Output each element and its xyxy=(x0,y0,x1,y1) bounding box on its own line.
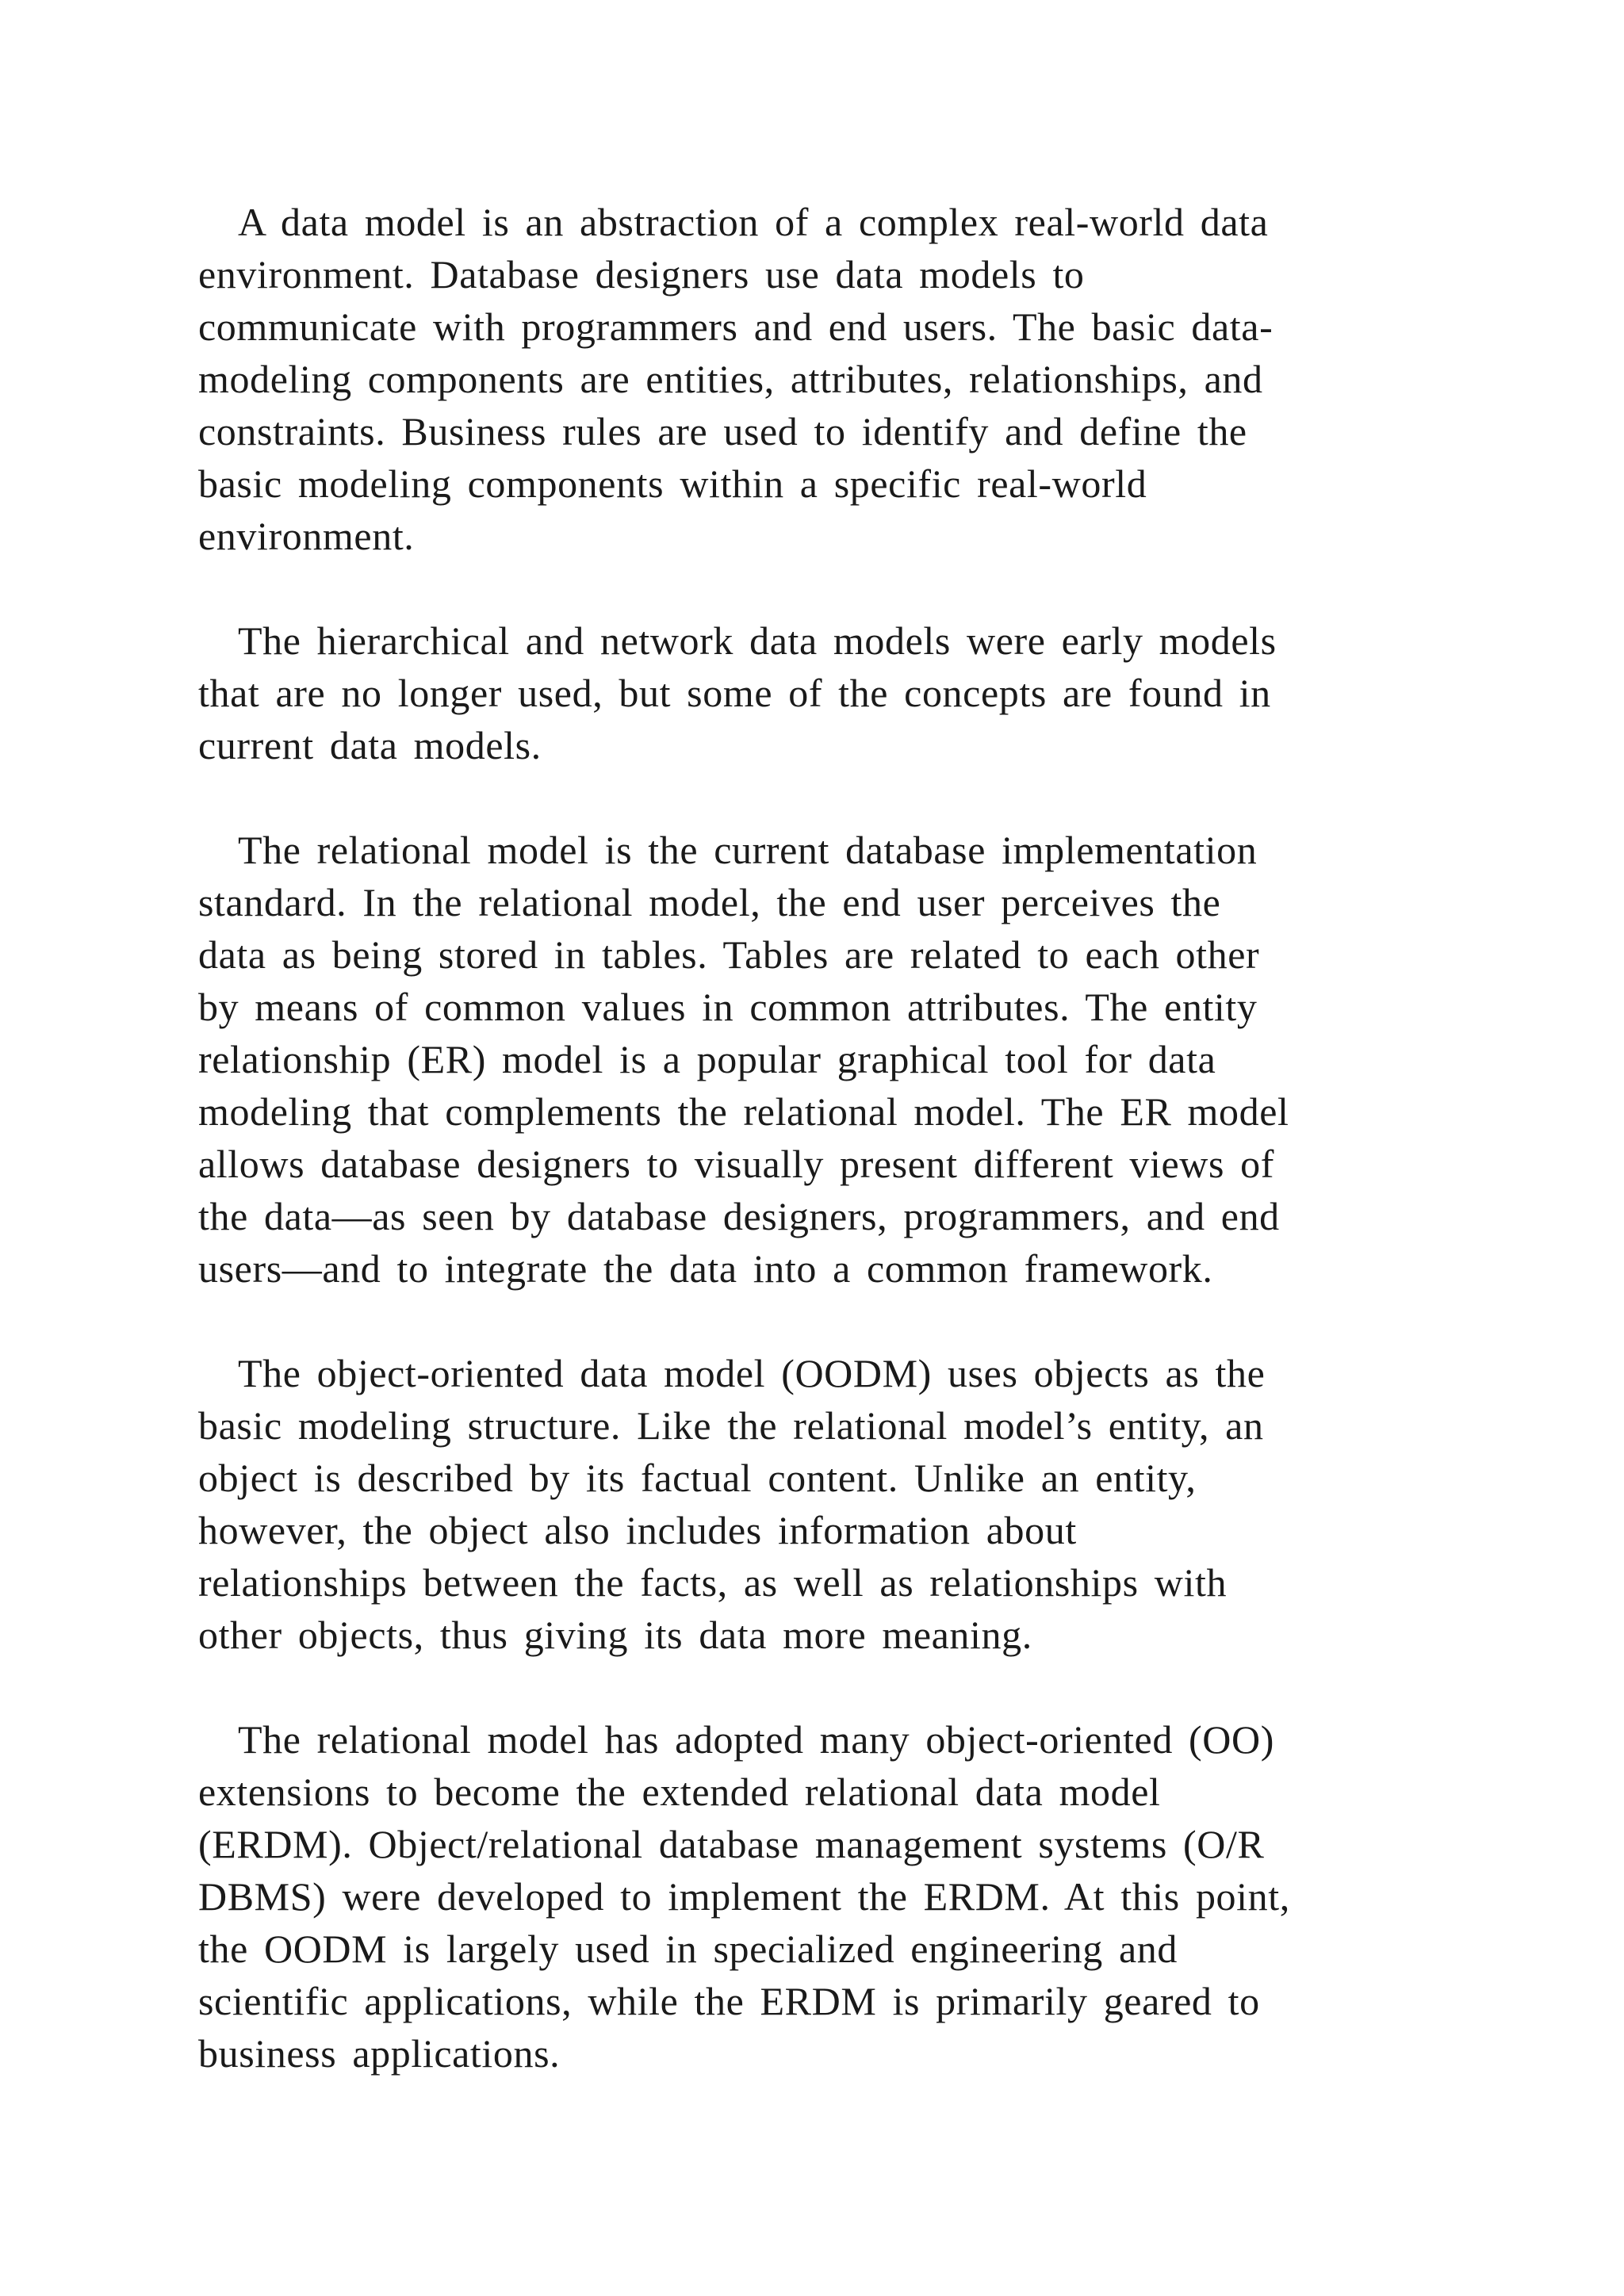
paragraph-5-line-7: business applications. xyxy=(198,2031,561,2076)
paragraph-5-line-5: the OODM is largely used in specialized engineering and xyxy=(198,1927,1178,1971)
paragraph-1-line-1: A data model is an abstraction of a complex real-world data xyxy=(238,200,1269,244)
paragraph-3-line-9: users—and to integrate the data into a common framework. xyxy=(198,1246,1213,1291)
paragraph-4-line-1: The object-oriented data model (OODM) uses objects as the xyxy=(238,1351,1266,1395)
paragraph-4-line-6: other objects, thus giving its data more meaning. xyxy=(198,1613,1032,1657)
paragraph-4-line-2: basic modeling structure. Like the relational model’s entity, an xyxy=(198,1403,1264,1448)
paragraph-3-line-6: modeling that complements the relational model. The ER model xyxy=(198,1089,1289,1134)
paragraph-3-line-3: data as being stored in tables. Tables are related to each other xyxy=(198,932,1260,977)
paragraph-3-line-4: by means of common values in common attributes. The entity xyxy=(198,985,1258,1029)
paragraph-3-line-5: relationship (ER) model is a popular graphical tool for data xyxy=(198,1037,1216,1081)
paragraph-5-line-4: DBMS) were developed to implement the ERDM. At this point, xyxy=(198,1874,1290,1919)
paragraph-2-line-1: The hierarchical and network data models were early models xyxy=(238,618,1277,663)
paragraph-2-line-3: current data models. xyxy=(198,723,542,767)
paragraph-1-line-4: modeling components are entities, attributes, relationships, and xyxy=(198,357,1263,401)
paragraph-3-line-1: The relational model is the current database implementation xyxy=(238,828,1258,872)
paragraph-3-line-7: allows database designers to visually present different views of xyxy=(198,1142,1275,1186)
paragraph-3-line-2: standard. In the relational model, the end user perceives the xyxy=(198,880,1221,924)
paragraph-2-line-2: that are no longer used, but some of the concepts are found in xyxy=(198,671,1271,715)
paragraph-1-line-5: constraints. Business rules are used to identify and define the xyxy=(198,409,1247,453)
paragraph-5-line-1: The relational model has adopted many object-oriented (OO) xyxy=(238,1717,1274,1762)
paragraph-5-line-3: (ERDM). Object/relational database management systems (O/R xyxy=(198,1822,1265,1866)
paragraph-5-line-6: scientific applications, while the ERDM is primarily geared to xyxy=(198,1979,1260,2023)
paragraph-4-line-5: relationships between the facts, as well as relationships with xyxy=(198,1560,1228,1605)
paragraph-1-line-7: environment. xyxy=(198,514,415,558)
paragraph-4-line-3: object is described by its factual content. Unlike an entity, xyxy=(198,1456,1197,1500)
paragraph-1-line-6: basic modeling components within a specific real-world xyxy=(198,461,1147,506)
paragraph-3-line-8: the data—as seen by database designers, programmers, and end xyxy=(198,1194,1280,1238)
paragraph-4-line-4: however, the object also includes information about xyxy=(198,1508,1077,1552)
paragraph-1-line-2: environment. Database designers use data models to xyxy=(198,252,1085,297)
paragraph-5-line-2: extensions to become the extended relational data model xyxy=(198,1770,1161,1814)
paragraph-1-line-3: communicate with programmers and end users. The basic data- xyxy=(198,304,1274,349)
